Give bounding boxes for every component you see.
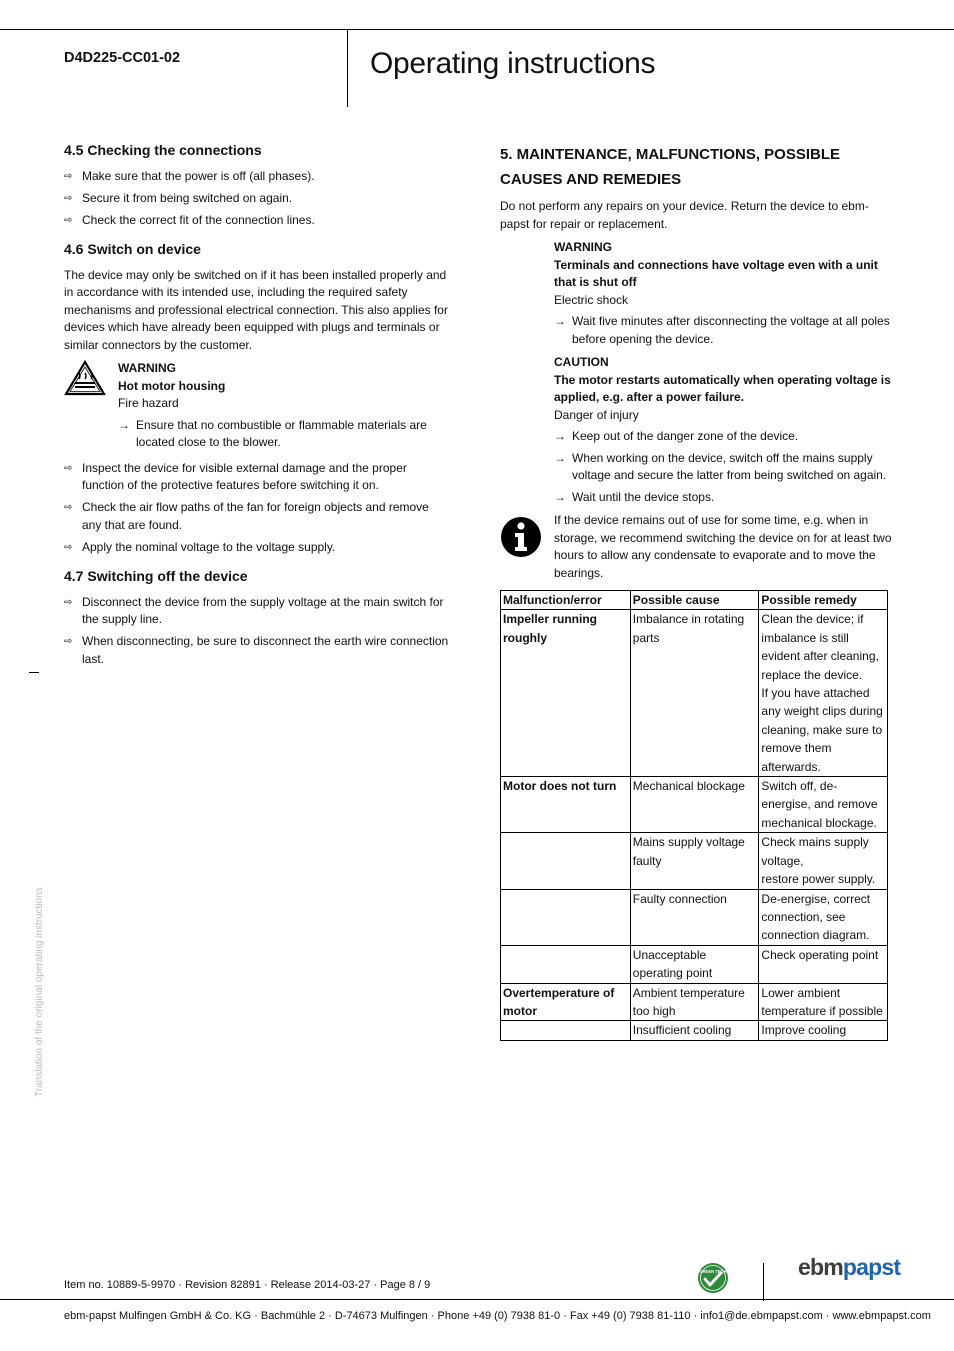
- table-row: [501, 1021, 888, 1040]
- warning-title: Hot motor housing: [118, 378, 226, 393]
- caution-block: [500, 354, 892, 506]
- page-title: Operating instructions: [370, 47, 656, 80]
- info-text: If the device remains out of use for some time, e.g. when in storage, we recommend switching the device on for at least two hours to allow any condensate to evaporate and to move the bearings.: [554, 513, 892, 580]
- warning-block: [64, 360, 450, 452]
- table-cell: Clean the device; if imbalance is still evident after cleaning, replace the device. If you have attached any weight clips during cleaning, make sure to remove them afterwards.: [759, 610, 888, 777]
- info-icon: [500, 516, 542, 558]
- table-row: [501, 833, 888, 889]
- table-cell: Impeller running roughly: [501, 610, 631, 777]
- table-cell: Motor does not turn: [501, 777, 631, 833]
- section-4-5: [64, 142, 450, 229]
- table-cell: Improve cooling: [759, 1021, 888, 1040]
- paragraph: The device may only be switched on if it has been installed properly and in accordance with its intended use, including the required safety mechanisms and professional electrical connection. This also applies for devices which have already been equipped with plugs and terminals or similar connectors by the customer.: [64, 267, 448, 352]
- svg-text:GREEN TECH: GREEN TECH: [699, 1269, 727, 1274]
- arrow-right-icon: →: [118, 417, 130, 432]
- table-cell: [501, 889, 631, 945]
- right-column: [500, 142, 892, 1041]
- table-cell: De-energise, correct connection, see connection diagram.: [759, 889, 888, 945]
- list-item: ⇨ When disconnecting, be sure to disconnect the earth wire connection last.: [64, 634, 449, 666]
- double-arrow-bullet-icon: ⇨: [64, 541, 73, 553]
- warning-label: WARNING: [554, 240, 612, 254]
- double-arrow-bullet-icon: ⇨: [64, 596, 73, 608]
- table-row: [501, 610, 888, 777]
- list-item: ⇨ Check the correct fit of the connection lines.: [64, 212, 450, 230]
- section-heading: 5. MAINTENANCE, MALFUNCTIONS, POSSIBLE CAUSES AND REMEDIES: [500, 146, 841, 188]
- side-note: Translation of the original operating instructions: [34, 887, 45, 1097]
- double-arrow-bullet-icon: ⇨: [64, 170, 73, 182]
- table-cell: Imbalance in rotating parts: [630, 610, 759, 777]
- list-item: ⇨ Check the air flow paths of the fan for foreign objects and remove any that are found.: [64, 500, 429, 532]
- warning-action: → Ensure that no combustible or flammable materials are located close to the blower.: [118, 417, 427, 449]
- section-heading: 4.5 Checking the connections: [64, 142, 262, 158]
- table-cell: [501, 1021, 631, 1040]
- table-cell: [501, 833, 631, 889]
- double-arrow-bullet-icon: ⇨: [64, 502, 73, 513]
- table-header-row: [501, 591, 888, 610]
- table-row: [501, 889, 888, 945]
- list-item: ⇨ Inspect the device for visible external damage and the proper function of the protective features before switching it on.: [64, 460, 407, 492]
- warning-action: → Wait five minutes after disconnecting the voltage at all poles before opening the device.: [554, 314, 890, 346]
- document-info: Item no. 10889-5-9970 · Revision 82891 · Release 2014-03-27 · Page 8 / 9: [64, 1279, 431, 1291]
- list-item: ⇨ Secure it from being switched on again.: [64, 190, 450, 208]
- table-row: [501, 777, 888, 833]
- list-item: ⇨ Make sure that the power is off (all phases).: [64, 168, 450, 186]
- section-4-6: [64, 241, 450, 556]
- table-cell: Insufficient cooling: [630, 1021, 759, 1040]
- paragraph: Do not perform any repairs on your device. Return the device to ebm-papst for repair or replacement.: [500, 199, 869, 231]
- greentech-logo-icon: [697, 1262, 729, 1294]
- warning-title: Terminals and connections have voltage even with a unit that is shut off: [554, 257, 878, 289]
- column-header: Possible remedy: [759, 591, 888, 610]
- list-item: ⇨ Disconnect the device from the supply voltage at the main switch for the supply line.: [64, 594, 444, 626]
- info-block: [500, 512, 892, 582]
- double-arrow-bullet-icon: ⇨: [64, 636, 73, 647]
- warning-hazard: Electric shock: [554, 292, 629, 307]
- table-cell: Mains supply voltage faulty: [630, 833, 759, 889]
- warning-hazard: Fire hazard: [118, 396, 179, 410]
- company-address: ebm-papst Mulfingen GmbH & Co. KG · Bachmühle 2 · D-74673 Mulfingen · Phone +49 (0) 7938 81-0 · Fax +49 (0) 7938 81-110 · info1@de.ebmpapst.com · www.ebmpapst.com: [64, 1310, 931, 1322]
- column-header: Possible cause: [630, 591, 759, 610]
- header-divider: [347, 29, 348, 107]
- table-cell: Overtemperature of motor: [501, 983, 631, 1021]
- model-number: D4D225-CC01-02: [64, 50, 181, 66]
- margin-mark: [29, 672, 39, 673]
- warning-block: [500, 239, 892, 348]
- table-row: [501, 983, 888, 1021]
- section-4-7: [64, 568, 450, 668]
- malfunction-table: [500, 590, 888, 1041]
- table-cell: Check operating point: [759, 945, 888, 983]
- warning-label: WARNING: [118, 361, 176, 375]
- arrow-right-icon: →: [554, 429, 566, 443]
- table-cell: Ambient temperature too high: [630, 983, 759, 1021]
- list-item: ⇨ Apply the nominal voltage to the voltage supply.: [64, 539, 450, 557]
- hot-surface-warning-icon: [64, 360, 106, 396]
- caution-label: CAUTION: [554, 355, 609, 369]
- arrow-right-icon: →: [554, 314, 566, 328]
- section-heading: 4.6 Switch on device: [64, 241, 201, 257]
- table-cell: [501, 945, 631, 983]
- table-cell: Unacceptable operating point: [630, 945, 759, 983]
- header-top-rule: [0, 29, 954, 30]
- double-arrow-bullet-icon: ⇨: [64, 214, 73, 226]
- caution-action: → When working on the device, switch off the mains supply voltage and secure the latter from being switched on again.: [554, 450, 887, 482]
- table-cell: Switch off, de-energise, and remove mechanical blockage.: [759, 777, 888, 833]
- table-cell: Check mains supply voltage, restore power supply.: [759, 833, 888, 889]
- arrow-right-icon: →: [554, 450, 566, 465]
- double-arrow-bullet-icon: ⇨: [64, 192, 73, 204]
- ebmpapst-logo: ebmpapst: [798, 1254, 901, 1280]
- table-cell: Faulty connection: [630, 889, 759, 945]
- column-header: Malfunction/error: [501, 591, 631, 610]
- logo-divider: [763, 1263, 764, 1301]
- table-cell: Lower ambient temperature if possible: [759, 983, 888, 1021]
- left-column: [64, 142, 450, 680]
- table-cell: Mechanical blockage: [630, 777, 759, 833]
- caution-action: → Wait until the device stops.: [554, 489, 892, 507]
- arrow-right-icon: →: [554, 489, 566, 504]
- section-heading: 4.7 Switching off the device: [64, 568, 248, 584]
- double-arrow-bullet-icon: ⇨: [64, 462, 73, 474]
- caution-action: → Keep out of the danger zone of the device.: [554, 428, 892, 446]
- table-row: [501, 945, 888, 983]
- footer-rule: [0, 1299, 954, 1300]
- caution-hazard: Danger of injury: [554, 407, 639, 422]
- caution-title: The motor restarts automatically when operating voltage is applied, e.g. after a power failure.: [554, 372, 891, 404]
